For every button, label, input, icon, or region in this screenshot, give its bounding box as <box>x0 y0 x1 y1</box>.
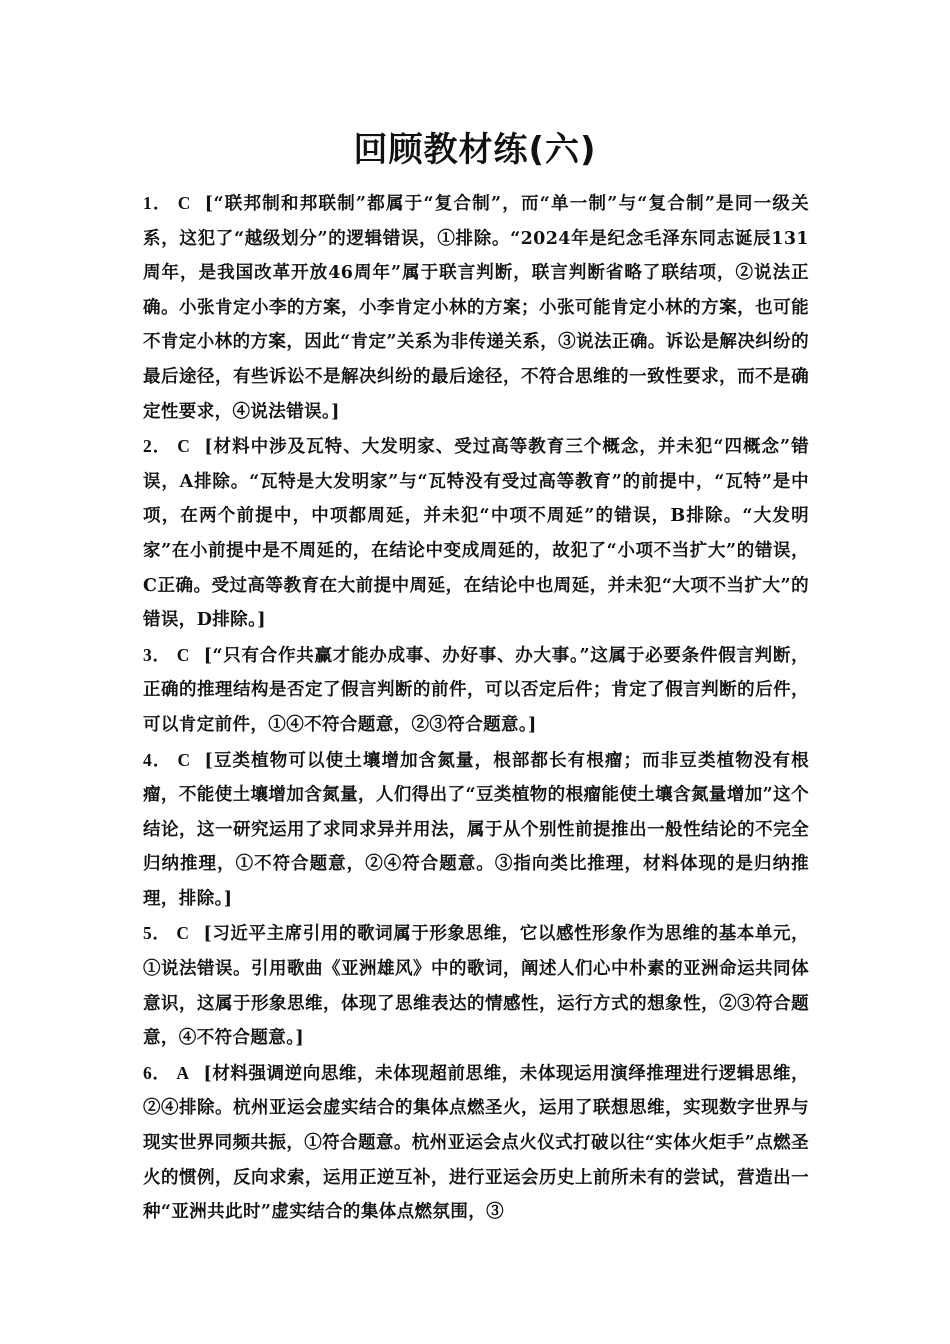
answer-explanation: [材料中涉及瓦特、大发明家、受过高等教育三个概念，并未犯“四概念”错误，A排除。“瓦特是大发明家”与“瓦特没有受过高等教育”的前提中，“瓦特”是中项，在两个前提中，中项都周延，并未犯“中项不周延”的错误，B排除。“大发明家”在小前提中是不周延的，在结论中变成周延的，故犯了“小项不当扩大”的错误，C正确。受过高等教育在大前提中周延，在结论中也周延，并未犯“大项不当扩大”的错误，D排除。] <box>143 437 809 631</box>
answer-explanation: [材料强调逆向思维，未体现超前思维，未体现运用演绎推理进行逻辑思维，②④排除。杭州亚运会虚实结合的集体点燃圣火，运用了联想思维，实现数字世界与现实世界同频共振，①符合题意。杭州亚运会点火仪式打破以往“实体火炬手”点燃圣火的惯例，反向求索，运用正逆互补，进行亚运会历史上前所未有的尝试，营造出一种“亚洲共此时”虚实结合的集体点燃氛围，③ <box>143 1063 809 1223</box>
answer-explanation: [“联邦制和邦联制”都属于“复合制”，而“单一制”与“复合制”是同一级关系，这犯了“越级划分”的逻辑错误，①排除。“2024年是纪念毛泽东同志诞辰131周年，是我国改革开放46周年”属于联言判断，联言判断省略了联结项，②说法正确。小张肯定小李的方案，小李肯定小林的方案；小张可能肯定小林的方案，也可能不肯定小林的方案，因此“肯定”关系为非传递关系，③说法正确。诉讼是解决纠纷的最后途径，有些诉讼不是解决纠纷的最后途径，不符合思维的一致性要求，而不是确定性要求，④说法错误。] <box>143 194 809 422</box>
answer-item-4 <box>143 743 809 917</box>
answer-choice: C <box>176 644 190 665</box>
answer-item-1 <box>143 186 809 429</box>
answer-choice: C <box>177 749 191 770</box>
answer-item-3 <box>143 638 809 743</box>
answer-number: 5． <box>143 923 171 944</box>
answer-choice: C <box>176 923 190 944</box>
answer-explanation: [“只有合作共赢才能办成事、办好事、办大事。”这属于必要条件假言判断，正确的推理结构是否定了假言判断的前件，可以否定后件；肯定了假言判断的后件，可以肯定前件，①④不符合题意，②③符合题意。] <box>143 645 809 735</box>
answer-number: 3． <box>143 644 171 665</box>
answer-number: 2． <box>143 436 172 457</box>
answer-explanation: [豆类植物可以使土壤增加含氮量，根部都长有根瘤；而非豆类植物没有根瘤，不能使土壤增加含氮量，人们得出了“豆类植物的根瘤能使土壤含氮量增加”这个结论，这一研究运用了求同求异并用法，属于从个别性前提推出一般性结论的不完全归纳推理，①不符合题意，②④符合题意。③指向类比推理，材料体现的是归纳推理，排除。] <box>143 750 809 909</box>
answer-explanation: [习近平主席引用的歌词属于形象思维，它以感性形象作为思维的基本单元，①说法错误。引用歌曲《亚洲雄风》中的歌词，阐述人们心中朴素的亚洲命运共同体意识，这属于形象思维，体现了思维表达的情感性，运行方式的想象性，②③符合题意，④不符合题意。] <box>143 924 809 1049</box>
answer-choice: A <box>176 1062 190 1083</box>
answer-item-6 <box>143 1056 809 1230</box>
answer-item-2 <box>143 429 809 638</box>
answer-number: 4． <box>143 749 172 770</box>
answer-item-5 <box>143 916 809 1055</box>
answer-choice: C <box>177 436 191 457</box>
answer-number: 6． <box>143 1062 171 1083</box>
answer-choice: C <box>177 193 191 213</box>
page-title: 回顾教材练(六) <box>353 130 597 170</box>
answer-number: 1． <box>143 193 172 213</box>
answer-list <box>143 186 809 1230</box>
